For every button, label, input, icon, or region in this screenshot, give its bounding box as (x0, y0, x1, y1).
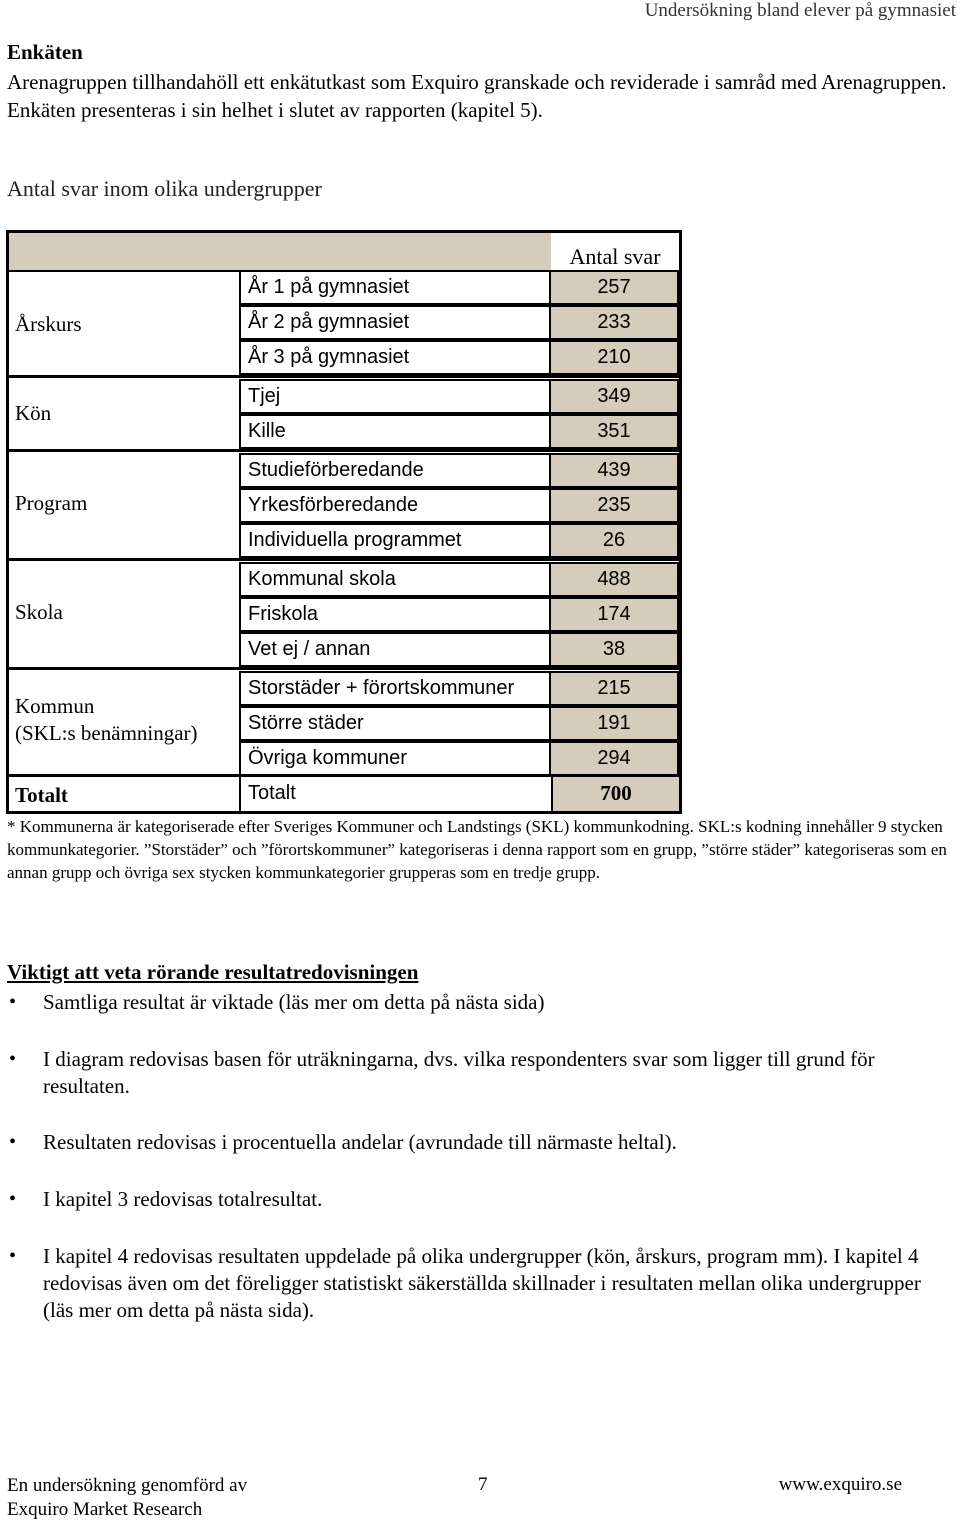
group-divider (9, 375, 679, 378)
table-row-item: Yrkesförberedande (239, 488, 551, 523)
table-row-count: 488 (551, 562, 679, 597)
table-footnote: * Kommunerna är kategoriserade efter Sveriges Kommuner och Landstings (SKL) kommunkodning. SKL:s kodning innehåller 9 stycken kommunkategorier. ”Storstäder” och ”förortskommuner” kategoriseras i denna rapport som en grupp, ”större städer” kategoriseras som en annan grupp och övriga sex stycken kommunkategorier grupperas som en tredje grupp. (7, 817, 947, 882)
table-row-count: 439 (551, 453, 679, 488)
table-row-item: Friskola (239, 597, 551, 632)
running-header: Undersökning bland elever på gymnasiet (644, 0, 956, 21)
table-row-count: 351 (551, 414, 679, 449)
list-item-text: Samtliga resultat är viktade (läs mer om detta på nästa sida) (43, 990, 545, 1014)
list-item-text: Resultaten redovisas i procentuella andelar (avrundade till närmaste heltal). (43, 1130, 677, 1154)
table-title: Antal svar inom olika undergrupper (7, 176, 322, 201)
group-label-program: Program (15, 491, 88, 515)
table-row-count: 191 (551, 706, 679, 741)
footer-credit-line2: Exquiro Market Research (7, 1499, 203, 1520)
table-header-band (9, 233, 551, 272)
list-item (7, 1186, 952, 1213)
bullet-icon: • (9, 1131, 17, 1153)
table-row-item: Kommunal skola (239, 562, 551, 597)
table-row-item: Vet ej / annan (239, 632, 551, 667)
list-item-text: I kapitel 3 redovisas totalresultat. (43, 1187, 323, 1211)
table-row-item: År 1 på gymnasiet (239, 270, 551, 305)
section-title: Enkäten (7, 40, 83, 64)
footer-credit-line1: En undersökning genomförd av (7, 1475, 248, 1496)
total-count: 700 (551, 777, 679, 811)
table-row-count: 38 (551, 632, 679, 667)
group-divider (9, 667, 679, 670)
list-item (7, 989, 952, 1016)
table-row-count: 215 (551, 671, 679, 706)
list-item (7, 1129, 952, 1156)
total-label: Totalt (15, 783, 68, 807)
page-number: 7 (478, 1474, 488, 1495)
bullet-icon: • (9, 1048, 17, 1070)
table-row-item: Övriga kommuner (239, 741, 551, 776)
bullet-icon: • (9, 1188, 17, 1210)
table-row-item: Tjej (239, 379, 551, 414)
table-row-count: 174 (551, 597, 679, 632)
group-label-kommun: Kommun (15, 694, 95, 718)
table-row-item: Större städer (239, 706, 551, 741)
footer-credit (7, 1474, 247, 1522)
responses-table (6, 230, 682, 814)
table-row-item: År 3 på gymnasiet (239, 340, 551, 375)
group-label-arskurs: Årskurs (15, 312, 82, 336)
table-row-count: 235 (551, 488, 679, 523)
table-row-count: 294 (551, 741, 679, 776)
group-divider (9, 558, 679, 561)
info-heading: Viktigt att veta rörande resultatredovisningen (7, 960, 419, 984)
table-row-count: 349 (551, 379, 679, 414)
count-column-header: Antal svar (551, 233, 679, 270)
table-row-count: 233 (551, 305, 679, 340)
table-row-count: 257 (551, 270, 679, 305)
table-row-count: 210 (551, 340, 679, 375)
list-item (7, 1046, 952, 1100)
bullet-icon: • (9, 991, 17, 1013)
group-label-kommun-sub: (SKL:s benämningar) (15, 721, 198, 745)
table-row-item: Individuella programmet (239, 523, 551, 558)
group-label-kon: Kön (15, 401, 52, 425)
table-row-item: År 2 på gymnasiet (239, 305, 551, 340)
table-row-item: Studieförberedande (239, 453, 551, 488)
table-row-count: 26 (551, 523, 679, 558)
bullet-icon: • (9, 1245, 17, 1267)
table-row-item: Storstäder + förortskommuner (239, 671, 551, 706)
group-divider (9, 449, 679, 452)
group-label-skola: Skola (15, 600, 63, 624)
list-item (7, 1243, 952, 1324)
total-item: Totalt (239, 777, 551, 811)
list-item-text: I kapitel 4 redovisas resultaten uppdelade på olika undergrupper (kön, årskurs, program mm). I kapitel 4 redovisas även om det föreligger statistiskt säkerställda skillnader i resultaten mellan olika undergrupper (läs mer om detta på nästa sida). (43, 1244, 921, 1322)
footer-url: www.exquiro.se (778, 1474, 902, 1495)
table-row-item: Kille (239, 414, 551, 449)
list-item-text: I diagram redovisas basen för uträkningarna, dvs. vilka respondenters svar som ligger till grund för resultaten. (43, 1047, 875, 1098)
intro-paragraph: Arenagruppen tillhandahöll ett enkätutkast som Exquiro granskade och reviderade i samråd med Arenagruppen. Enkäten presenteras i sin helhet i slutet av rapporten (kapitel 5). (7, 70, 947, 122)
